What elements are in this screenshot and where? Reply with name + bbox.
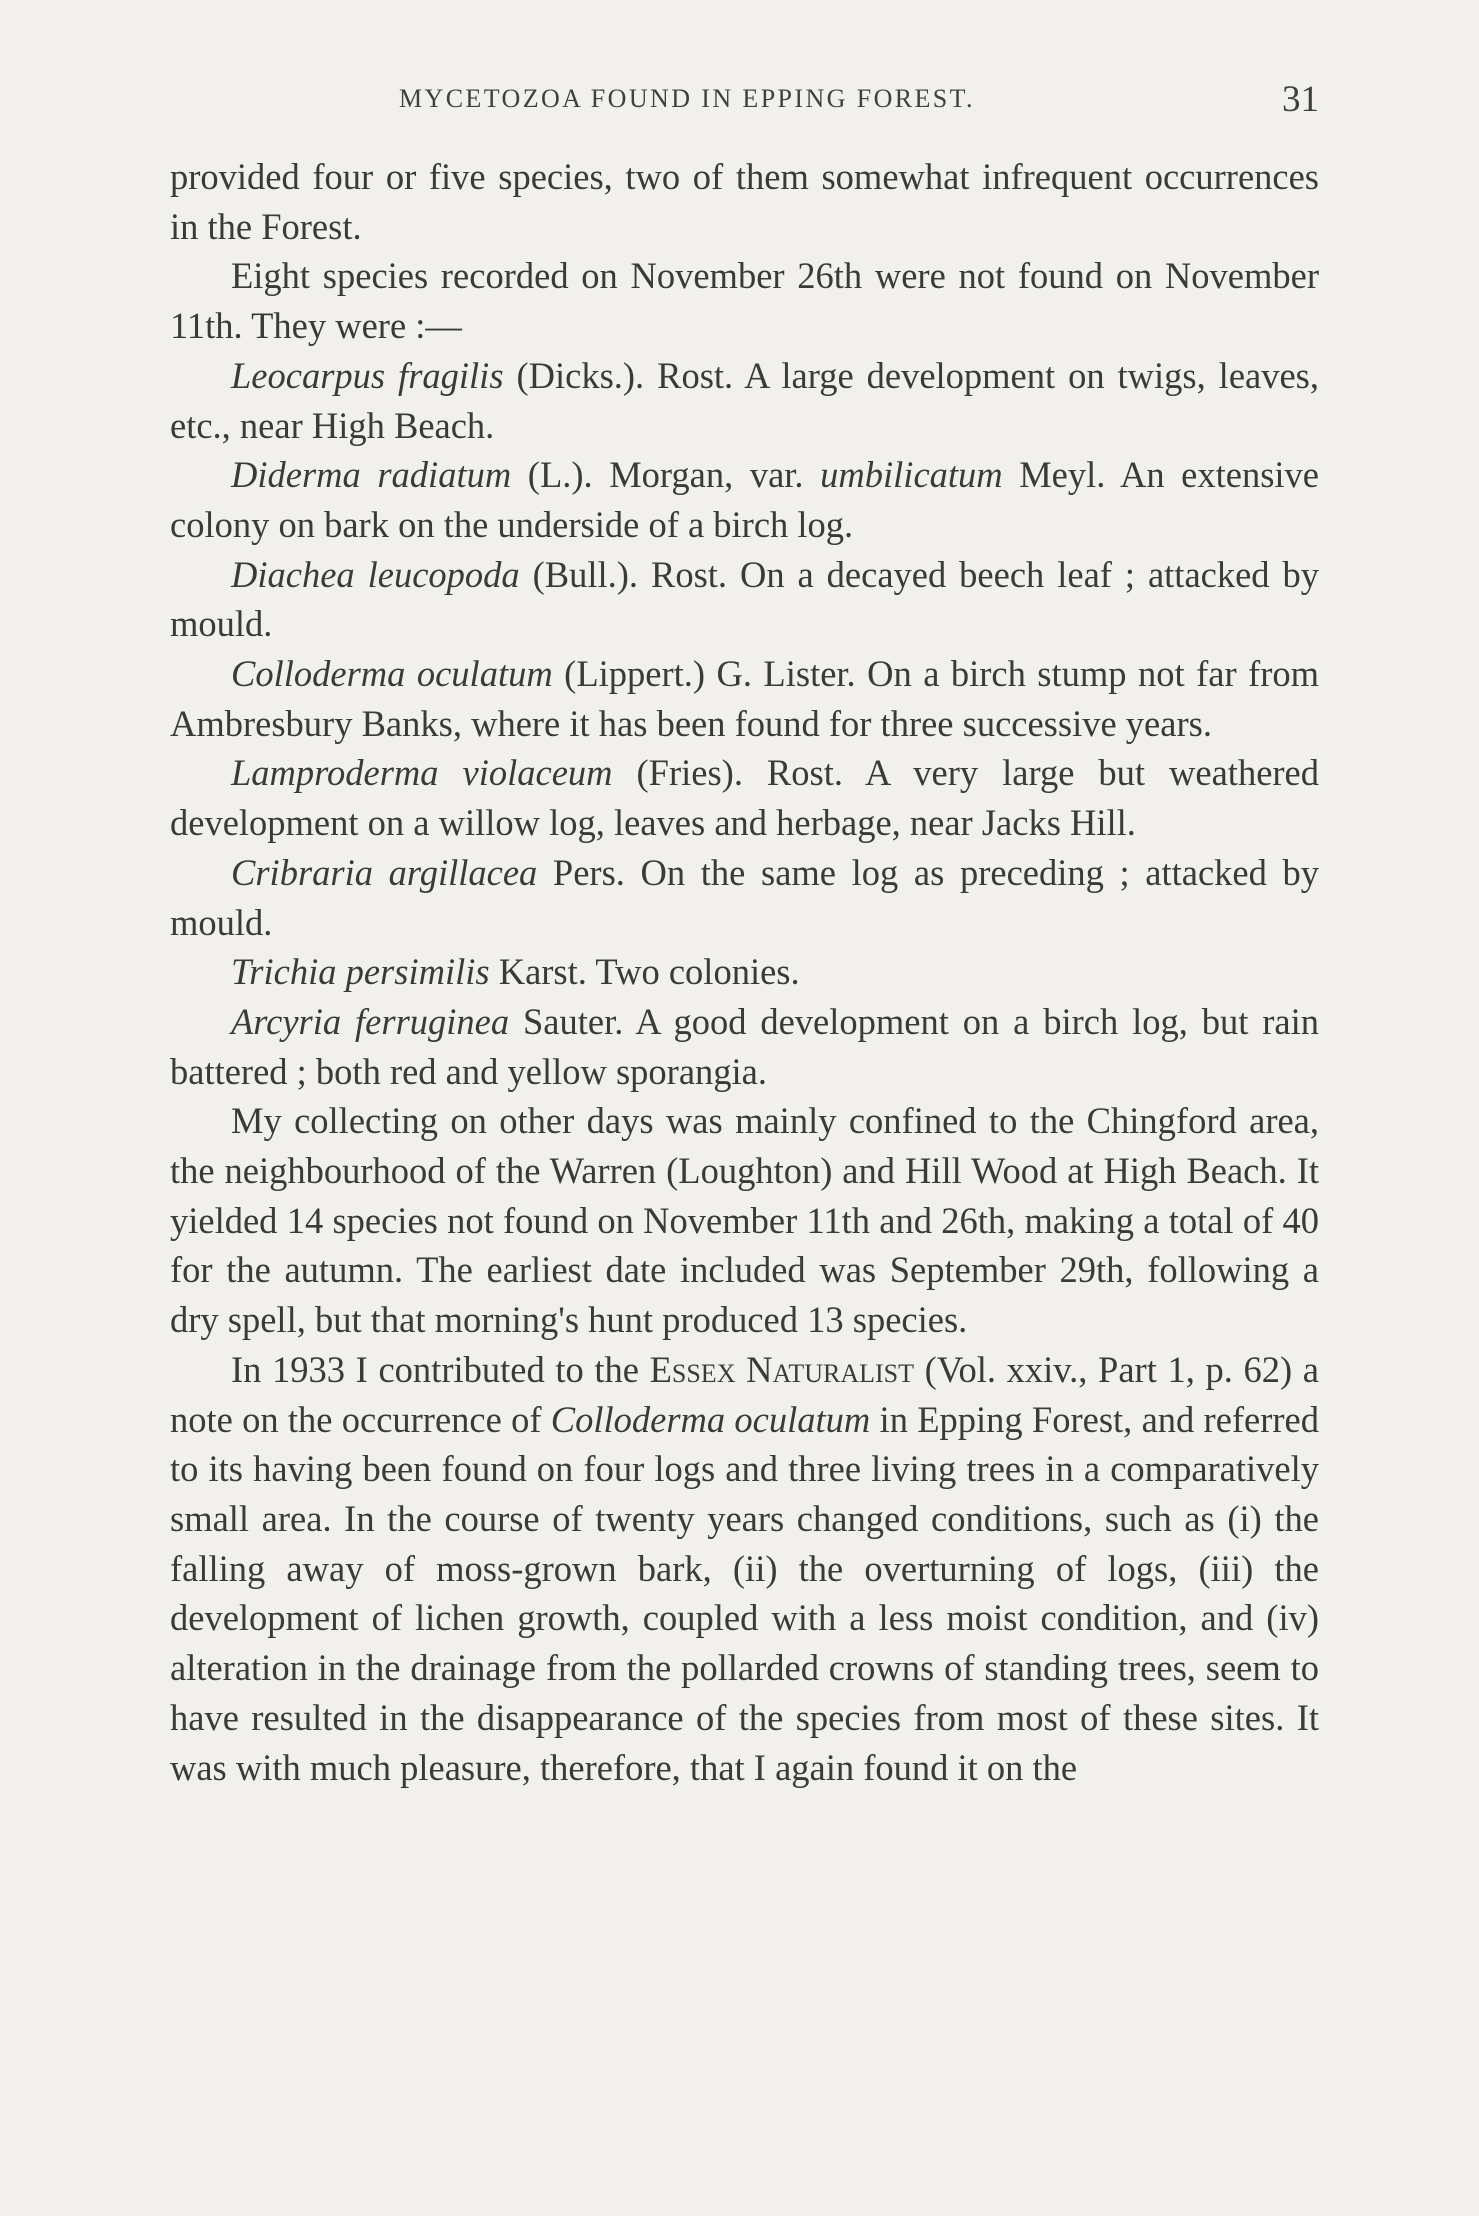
species-entry-diachea: [170, 550, 1319, 649]
species-entry-trichia: [170, 947, 1319, 997]
species-note: Sauter. A good development on a birch log, but rain battered ; both red and yellow sporangia.: [170, 1000, 1320, 1092]
running-head: [170, 80, 1319, 124]
species-name: Colloderma oculatum: [231, 653, 553, 695]
species-note: Pers. On the same log as preceding ; attacked by mould.: [170, 851, 1319, 943]
page-number: 31: [1282, 79, 1319, 120]
paragraph-collecting: My collecting on other days was mainly confined to the Chingford area, the neighbourhood of the Warren (Loughton) and Hill Wood at High Beach. It yielded 14 species not found on November 11th and 26th, making a total of 40 for the autumn. The earliest date included was September 29th, following a dry spell, but that morning's hunt produced 13 species.: [170, 1100, 1319, 1341]
species-name: Cribraria argillacea: [231, 851, 538, 893]
species-entry-leocarpus: [170, 351, 1319, 450]
paragraph-2: Eight species recorded on November 26th were not found on November 11th. They were :—: [170, 255, 1319, 347]
species-note: (Bull.). Rost. On a decayed beech leaf ; attacked by mould.: [170, 553, 1319, 645]
body-text: [170, 152, 1319, 1792]
species-name: Diachea leucopoda: [231, 553, 520, 595]
species-entry-lamproderma: [170, 748, 1319, 847]
running-title: MYCETOZOA FOUND IN EPPING FOREST.: [399, 84, 975, 113]
species-name: Colloderma oculatum: [550, 1398, 871, 1440]
paragraph-1: provided four or five species, two of them somewhat infrequent occurrences in the Forest.: [170, 156, 1319, 247]
species-name: Arcyria ferruginea: [231, 1000, 510, 1042]
species-name: Trichia persimilis: [231, 951, 490, 993]
paragraph-1933-note: [170, 1345, 1319, 1792]
species-entry-colloderma: [170, 649, 1319, 748]
species-entry-cribraria: [170, 848, 1319, 947]
text-run: In 1933 I contributed to the: [231, 1348, 650, 1390]
species-name: Leocarpus fragilis: [231, 354, 504, 396]
species-note: (Fries). Rost. A very large but weathered development on a willow log, leaves and herbage, near Jacks Hill.: [170, 752, 1320, 844]
species-note: Meyl. An extensive colony on bark on the underside of a birch log.: [170, 454, 1320, 545]
variety-name: umbilicatum: [820, 454, 1003, 496]
species-entry-arcyria: [170, 997, 1319, 1096]
species-entry-diderma: [170, 450, 1319, 549]
journal-title: Essex Naturalist: [649, 1348, 915, 1390]
text-run: in Epping Forest, and referred to its having been found on four logs and three living trees in a comparatively small area. In the course of twenty years changed conditions, such as (i) the falling away of moss-grown bark, (ii) the overturning of logs, (iii) the development of lichen growth, coupled with a less moist condition, and (iv) alteration in the drainage from the pollarded crowns of standing trees, seem to have resulted in the disappearance of the species from most of these sites. It was with much pleasure, therefore, that I again found it on the: [170, 1398, 1320, 1788]
species-name: Diderma radiatum: [231, 454, 512, 496]
species-note: (Dicks.). Rost. A large development on twigs, leaves, etc., near High Beach.: [170, 354, 1319, 446]
species-authority: (L.). Morgan, var.: [511, 454, 821, 496]
text-run: (Vol. xxiv., Part 1, p. 62) a note on the occurrence of: [170, 1348, 1319, 1440]
species-note: (Lippert.) G. Lister. On a birch stump not far from Ambresbury Banks, where it has been found for three successive years.: [170, 653, 1320, 744]
species-note: Karst. Two colonies.: [489, 951, 800, 993]
species-name: Lamproderma violaceum: [231, 752, 613, 794]
